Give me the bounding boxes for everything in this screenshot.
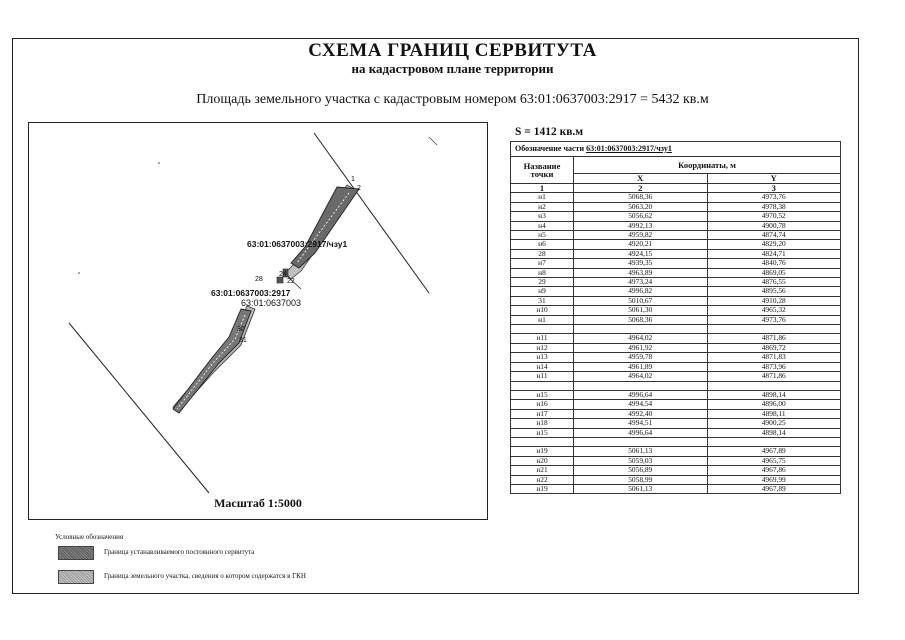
x-cell: 4961,89 [574, 362, 708, 371]
map-scale: Масштаб 1:5000 [214, 496, 302, 510]
point-name-cell: н19 [511, 484, 574, 493]
col-header-name: Название точки [511, 157, 574, 184]
y-cell: 4969,99 [707, 475, 841, 484]
table-row [511, 278, 841, 287]
coordinate-rows [511, 193, 841, 494]
x-cell: 4964,02 [574, 372, 708, 381]
table-row [511, 381, 841, 390]
table-row [511, 362, 841, 371]
table-row [511, 202, 841, 211]
x-cell: 5061,30 [574, 306, 708, 315]
table-row [511, 475, 841, 484]
y-cell: 4898,14 [707, 390, 841, 399]
point-name-cell: н19 [511, 447, 574, 456]
table-row [511, 437, 841, 446]
point-name-cell: н1 [511, 315, 574, 324]
point-name-cell: н15 [511, 390, 574, 399]
point-name-cell: н17 [511, 409, 574, 418]
y-cell: 4967,89 [707, 447, 841, 456]
point-name-cell: 31 [511, 296, 574, 305]
point-name-cell: н6 [511, 240, 574, 249]
y-cell: 4973,76 [707, 193, 841, 202]
legend-title: Условные обозначения [55, 533, 124, 541]
y-cell: 4824,71 [707, 249, 841, 258]
servitude-part-label: 63:01:0637003:2917/чзу1 [247, 239, 348, 249]
y-cell: 4970,52 [707, 212, 841, 221]
table-row [511, 456, 841, 465]
point-name-cell: н14 [511, 362, 574, 371]
table-row [511, 428, 841, 437]
x-cell: 5056,89 [574, 466, 708, 475]
col-header-coords: Координаты, м [574, 157, 841, 174]
cadastral-map [28, 122, 488, 520]
point-name-cell: н13 [511, 353, 574, 362]
x-cell: 4996,64 [574, 428, 708, 437]
y-cell: 4874,74 [707, 231, 841, 240]
point-label-28: 28 [255, 276, 263, 283]
table-row [511, 287, 841, 296]
table-row [511, 315, 841, 324]
x-cell: 4994,51 [574, 419, 708, 428]
y-cell: 4965,75 [707, 456, 841, 465]
x-cell: 4959,82 [574, 231, 708, 240]
table-row [511, 484, 841, 493]
parcel-area-line: Площадь земельного участка с кадастровым номером 63:01:0637003:2917 = 5432 кв.м [196, 92, 709, 107]
point-name-cell: н4 [511, 221, 574, 230]
y-cell: 4871,86 [707, 372, 841, 381]
quarter-label: 63:01:0637003 [241, 298, 302, 308]
x-cell: 4959,78 [574, 353, 708, 362]
table-row [511, 296, 841, 305]
y-cell: 4898,14 [707, 428, 841, 437]
x-cell: 4992,13 [574, 221, 708, 230]
col-num-1: 1 [511, 184, 574, 193]
point-name-cell: н8 [511, 268, 574, 277]
col-header-x: X [574, 174, 708, 184]
y-cell: 4900,25 [707, 419, 841, 428]
y-cell: 4900,78 [707, 221, 841, 230]
y-cell: 4978,38 [707, 202, 841, 211]
point-label-30: 30 [237, 326, 245, 333]
table-row [511, 240, 841, 249]
y-cell: 4873,96 [707, 362, 841, 371]
table-row [511, 334, 841, 343]
table-row [511, 325, 841, 334]
x-cell: 4994,54 [574, 400, 708, 409]
y-cell: 4871,83 [707, 353, 841, 362]
point-name-cell: н22 [511, 475, 574, 484]
document-title: СХЕМА ГРАНИЦ СЕРВИТУТА [308, 40, 597, 61]
x-cell: 4996,82 [574, 287, 708, 296]
table-row [511, 409, 841, 418]
y-cell: 4910,28 [707, 296, 841, 305]
table-part-header [511, 142, 841, 157]
servitude-strip-upper [291, 187, 359, 268]
table-row [511, 466, 841, 475]
point-name-cell: н11 [511, 334, 574, 343]
y-cell: 4967,89 [707, 484, 841, 493]
x-cell: 4964,02 [574, 334, 708, 343]
map-drawing [29, 123, 488, 520]
legend-item-parcel: Граница земельного участка, сведения о котором содержатся в ГКН [104, 572, 306, 580]
x-cell: 5061,13 [574, 447, 708, 456]
document-subtitle: на кадастровом плане территории [351, 61, 554, 76]
x-cell: 5010,67 [574, 296, 708, 305]
x-cell: 4963,89 [574, 268, 708, 277]
point-label-2: 2 [357, 185, 361, 192]
parcel-label: 63:01:0637003:2917 [211, 288, 291, 298]
y-cell: 4869,05 [707, 268, 841, 277]
point-name-cell: н3 [511, 212, 574, 221]
point-name-cell: н18 [511, 419, 574, 428]
table-row [511, 249, 841, 258]
y-cell: 4896,00 [707, 400, 841, 409]
legend-item-servitude: Граница устанавливаемого постоянного сервитута [104, 548, 255, 556]
table-row [511, 259, 841, 268]
x-cell: 5056,62 [574, 212, 708, 221]
table-row [511, 193, 841, 202]
point-name-cell: н9 [511, 287, 574, 296]
y-cell: 4973,76 [707, 315, 841, 324]
col-num-3: 3 [707, 184, 841, 193]
y-cell: 4967,86 [707, 466, 841, 475]
y-cell: 4895,56 [707, 287, 841, 296]
x-cell: 5061,13 [574, 484, 708, 493]
table-row [511, 212, 841, 221]
table-row [511, 400, 841, 409]
x-cell [574, 381, 708, 390]
x-cell: 4961,92 [574, 343, 708, 352]
y-cell: 4871,86 [707, 334, 841, 343]
boundary-line-lower [69, 323, 209, 493]
point-name-cell: н16 [511, 400, 574, 409]
point-name-cell: н7 [511, 259, 574, 268]
point-label-31: 31 [239, 337, 247, 344]
x-cell: 5068,36 [574, 315, 708, 324]
point-name-cell: 28 [511, 249, 574, 258]
y-cell: 4876,55 [707, 278, 841, 287]
point-name-cell: н10 [511, 306, 574, 315]
x-cell: 5058,99 [574, 475, 708, 484]
table-row [511, 353, 841, 362]
y-cell: 4898,11 [707, 409, 841, 418]
y-cell: 4965,32 [707, 306, 841, 315]
point-name-cell: н21 [511, 466, 574, 475]
table-row [511, 231, 841, 240]
point-label-24: 24 [279, 271, 287, 278]
table-row [511, 372, 841, 381]
x-cell: 4924,15 [574, 249, 708, 258]
point-name-cell: 29 [511, 278, 574, 287]
x-cell: 5068,36 [574, 193, 708, 202]
x-cell: 4992,40 [574, 409, 708, 418]
point-name-cell: н12 [511, 343, 574, 352]
point-label-1: 1 [351, 176, 355, 183]
point-name-cell: н2 [511, 202, 574, 211]
y-cell [707, 381, 841, 390]
table-row [511, 268, 841, 277]
y-cell: 4829,20 [707, 240, 841, 249]
col-header-y: Y [707, 174, 841, 184]
table-row [511, 306, 841, 315]
point-name-cell: н20 [511, 456, 574, 465]
table-row [511, 447, 841, 456]
x-cell: 4996,64 [574, 390, 708, 399]
point-name-cell: н5 [511, 231, 574, 240]
servitude-strip-lower [173, 309, 251, 413]
point-name-cell [511, 381, 574, 390]
y-cell: 4840,76 [707, 259, 841, 268]
x-cell: 4973,24 [574, 278, 708, 287]
table-row [511, 221, 841, 230]
x-cell: 5063,20 [574, 202, 708, 211]
part-id: 63:01:0637003:2917/чзу1 [586, 143, 672, 153]
x-cell: 5059,03 [574, 456, 708, 465]
x-cell: 4939,35 [574, 259, 708, 268]
col-num-2: 2 [574, 184, 708, 193]
point-name-cell: н11 [511, 372, 574, 381]
part-prefix: Обозначение части [515, 143, 587, 153]
table-row [511, 419, 841, 428]
servitude-area: S = 1412 кв.м [515, 126, 584, 138]
point-name-cell: н15 [511, 428, 574, 437]
table-row [511, 343, 841, 352]
x-cell: 4920,21 [574, 240, 708, 249]
y-cell: 4869,72 [707, 343, 841, 352]
legend-swatch-parcel [58, 570, 94, 584]
legend-swatch-servitude [58, 546, 94, 560]
coordinates-table [510, 141, 841, 494]
point-name-cell: н1 [511, 193, 574, 202]
table-row [511, 390, 841, 399]
point-label-22: 22 [287, 278, 295, 285]
